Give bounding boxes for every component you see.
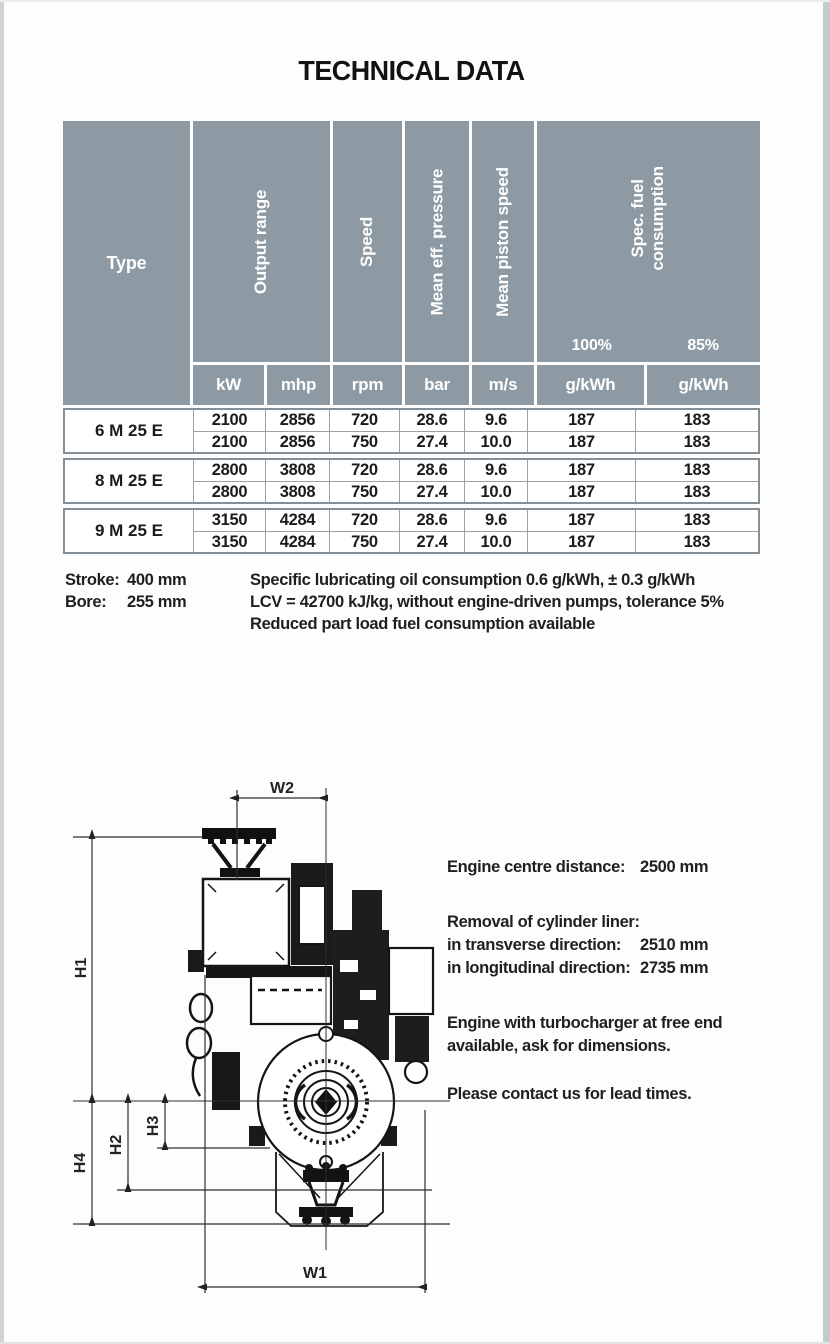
dimension-lines bbox=[73, 788, 450, 1293]
bore-value: 255 mm bbox=[127, 593, 187, 611]
dim-label-w2: W2 bbox=[270, 780, 294, 797]
table-cell: 2100 bbox=[193, 410, 265, 431]
stroke-value: 400 mm bbox=[127, 571, 187, 589]
column-header-mean-piston-speed-label: Mean piston speed bbox=[493, 166, 512, 317]
column-header-spec-fuel-consumption bbox=[537, 121, 760, 362]
transverse-label: in transverse direction: bbox=[447, 936, 622, 954]
table-cell: 187 bbox=[527, 510, 635, 531]
load-85-label: 85% bbox=[687, 337, 719, 354]
unit-gkwh-85: g/kWh bbox=[647, 365, 760, 405]
engine-type-label: 6 M 25 E bbox=[94, 421, 164, 440]
load-100-label: 100% bbox=[571, 337, 612, 354]
table-cell: 720 bbox=[329, 460, 399, 481]
dim-label-h2: H2 bbox=[108, 1134, 125, 1156]
table-cell: 187 bbox=[527, 410, 635, 431]
dim-label-w1: W1 bbox=[303, 1265, 327, 1282]
table-cell: 27.4 bbox=[399, 531, 464, 552]
turbocharger-note-line1: Engine with turbocharger at free end bbox=[447, 1014, 723, 1032]
column-header-spec-fuel-label bbox=[628, 166, 669, 271]
longitudinal-value: 2735 mm bbox=[640, 959, 709, 977]
table-cell: 27.4 bbox=[399, 431, 464, 452]
table-cell: 3150 bbox=[193, 510, 265, 531]
table-row-group-8m25e bbox=[63, 458, 760, 504]
table-cell: 9.6 bbox=[464, 510, 527, 531]
table-cell: 720 bbox=[329, 510, 399, 531]
spec-fuel-line1: Spec. fuel bbox=[628, 179, 648, 258]
table-cell: 720 bbox=[329, 410, 399, 431]
liner-removal-title: Removal of cylinder liner: bbox=[447, 913, 640, 931]
table-row-group-9m25e bbox=[63, 508, 760, 554]
table-cell: 2800 bbox=[193, 460, 265, 481]
table-cell: 750 bbox=[329, 431, 399, 452]
table-cell: 187 bbox=[527, 481, 635, 502]
page-edge-left bbox=[0, 0, 4, 1344]
unit-ms: m/s bbox=[472, 365, 534, 405]
table-cell: 4284 bbox=[265, 510, 329, 531]
table-cell: 183 bbox=[635, 531, 758, 552]
table-row-group-6m25e bbox=[63, 408, 760, 454]
turbocharger-note-line2: available, ask for dimensions. bbox=[447, 1037, 671, 1055]
table-cell: 4284 bbox=[265, 531, 329, 552]
table-cell: 183 bbox=[635, 410, 758, 431]
table-cell: 10.0 bbox=[464, 431, 527, 452]
bore-label: Bore: bbox=[65, 593, 107, 611]
column-header-output-range bbox=[193, 121, 330, 362]
spacer bbox=[447, 879, 819, 911]
technical-data-table bbox=[63, 121, 760, 558]
page-edge-right bbox=[823, 0, 830, 1344]
engine-type-label: 8 M 25 E bbox=[94, 471, 164, 490]
engine-drawing-area bbox=[60, 770, 455, 1344]
table-cell: 10.0 bbox=[464, 481, 527, 502]
table-cell: 28.6 bbox=[399, 510, 464, 531]
table-cell: 10.0 bbox=[464, 531, 527, 552]
dimension-info-block bbox=[447, 856, 819, 1106]
table-cell: 187 bbox=[527, 460, 635, 481]
dim-label-h4: H4 bbox=[72, 1152, 89, 1174]
unit-mhp: mhp bbox=[267, 365, 330, 405]
stroke-bore-block bbox=[65, 569, 250, 635]
table-cell: 3150 bbox=[193, 531, 265, 552]
engine-centre-distance-value: 2500 mm bbox=[640, 858, 709, 876]
table-cell: 27.4 bbox=[399, 481, 464, 502]
longitudinal-label: in longitudinal direction: bbox=[447, 959, 631, 977]
transverse-value: 2510 mm bbox=[640, 936, 709, 954]
engine-centre-distance-row bbox=[447, 856, 819, 879]
column-header-type: Type bbox=[63, 121, 190, 405]
dimension-labels bbox=[72, 780, 327, 1282]
column-header-mean-piston-speed bbox=[472, 121, 534, 362]
note-line: LCV = 42700 kJ/kg, without engine-driven pumps, tolerance 5% bbox=[250, 593, 724, 611]
table-cell: 9.6 bbox=[464, 410, 527, 431]
table-cell: 183 bbox=[635, 431, 758, 452]
table-cell: 2100 bbox=[193, 431, 265, 452]
table-cell: 750 bbox=[329, 531, 399, 552]
page-title: TECHNICAL DATA bbox=[298, 55, 525, 86]
table-cell: 750 bbox=[329, 481, 399, 502]
engine-centre-distance-label: Engine centre distance: bbox=[447, 858, 626, 876]
notes-section bbox=[65, 569, 765, 635]
spacer bbox=[447, 980, 819, 1012]
table-cell: 183 bbox=[635, 510, 758, 531]
table-cell: 28.6 bbox=[399, 410, 464, 431]
column-header-output-range-label: Output range bbox=[251, 189, 271, 294]
engine-drawing bbox=[60, 770, 455, 1344]
spacer bbox=[447, 1058, 819, 1083]
note-line: Reduced part load fuel consumption available bbox=[250, 615, 595, 633]
unit-kw: kW bbox=[193, 365, 264, 405]
table-cell: 187 bbox=[527, 531, 635, 552]
table-cell: 187 bbox=[527, 431, 635, 452]
column-header-mean-eff-pressure-label: Mean eff. pressure bbox=[427, 168, 446, 315]
table-cell: 3808 bbox=[265, 481, 329, 502]
table-cell: 2856 bbox=[265, 431, 329, 452]
unit-rpm: rpm bbox=[333, 365, 402, 405]
contact-note: Please contact us for lead times. bbox=[447, 1085, 692, 1103]
engine-body bbox=[187, 828, 433, 1226]
table-cell: 2856 bbox=[265, 410, 329, 431]
column-header-speed bbox=[333, 121, 402, 362]
table-cell: 183 bbox=[635, 481, 758, 502]
column-header-mean-eff-pressure bbox=[405, 121, 469, 362]
column-header-speed-label: Speed bbox=[357, 216, 377, 267]
note-line: Specific lubricating oil consumption 0.6 g/kWh, ± 0.3 g/kWh bbox=[250, 571, 695, 589]
table-cell: 3808 bbox=[265, 460, 329, 481]
bore-row bbox=[65, 591, 250, 613]
table-header bbox=[63, 121, 760, 405]
dim-label-h3: H3 bbox=[145, 1115, 162, 1137]
spec-fuel-line2: consumption bbox=[648, 166, 668, 271]
table-cell: 183 bbox=[635, 460, 758, 481]
table-cell: 2800 bbox=[193, 481, 265, 502]
stroke-label: Stroke: bbox=[65, 571, 120, 589]
load-percentage-row bbox=[537, 337, 760, 355]
longitudinal-row bbox=[447, 957, 819, 980]
page-edge-top bbox=[0, 0, 830, 2]
engine-type-label: 9 M 25 E bbox=[94, 521, 164, 540]
stroke-row bbox=[65, 569, 250, 591]
table-cell: 9.6 bbox=[464, 460, 527, 481]
table-cell: 28.6 bbox=[399, 460, 464, 481]
transverse-row bbox=[447, 934, 819, 957]
unit-gkwh-100: g/kWh bbox=[537, 365, 644, 405]
consumption-notes-block bbox=[250, 569, 724, 635]
dim-label-h1: H1 bbox=[73, 957, 90, 979]
unit-bar: bar bbox=[405, 365, 469, 405]
table-body bbox=[63, 408, 760, 554]
